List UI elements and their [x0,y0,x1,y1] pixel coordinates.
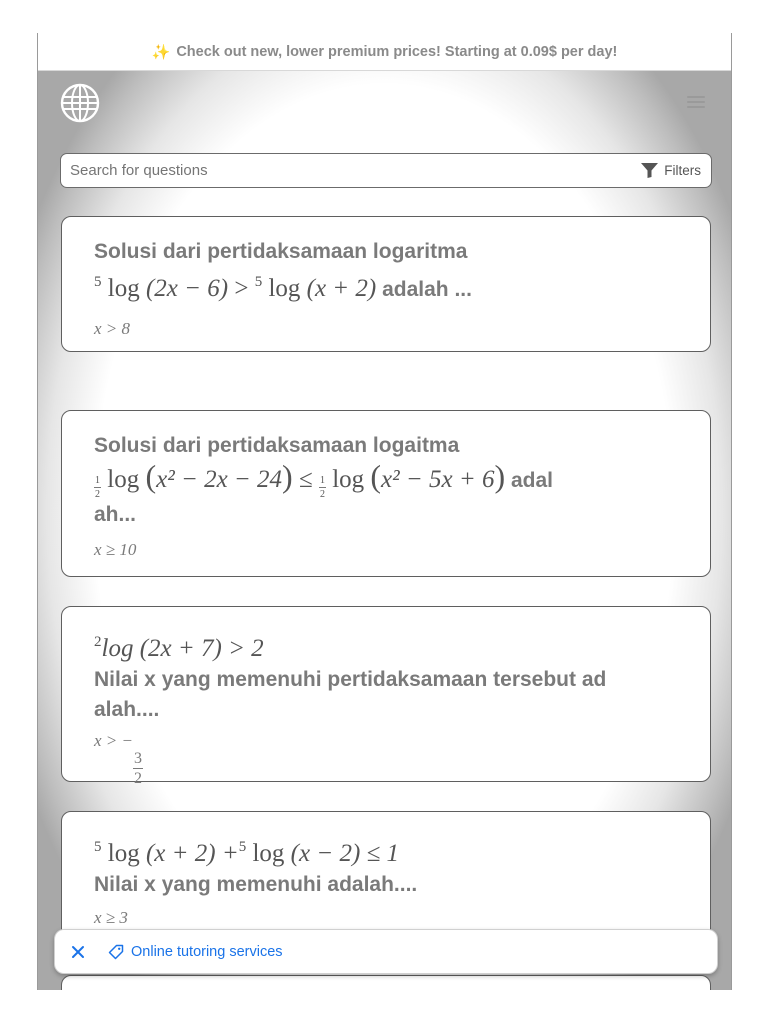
close-icon[interactable] [70,944,86,960]
question-text: Nilai x yang memenuhi pertidaksamaan tersebut ad [94,668,607,691]
question-statement: $^5$ log (2x − 6) > $^5$ log (x + 2) adalah ... [94,274,472,302]
question-text-cont: alah.... [94,698,160,721]
sparkle-icon: ✨ [151,43,171,61]
answer-preview: x ≥ 10 [94,540,137,559]
question-card[interactable] [61,975,711,990]
question-statement: $\frac{1}{2}$ log (x² − 2x − 24) ≤ $\frac{1}{2}$ log (x² − 5x + 6) adal [95,458,554,500]
filters-button[interactable] [641,154,701,187]
funnel-icon [641,163,658,178]
search-bar [60,153,712,188]
search-input[interactable] [61,154,601,187]
promo-banner[interactable] [38,33,731,71]
tutoring-link[interactable]: Online tutoring services [131,943,283,960]
question-statement: $^2$log (2x + 7) > 2 [94,634,264,662]
question-statement-cont: ah... [94,503,137,526]
tag-icon [108,944,124,960]
question-statement: $^5$ log (x + 2) +$^5$ log (x − 2) ≤ 1 [94,839,399,867]
question-text: Nilai x yang memenuhi adalah.... [94,873,418,896]
hamburger-menu-icon[interactable] [687,96,705,110]
question-title: Solusi dari pertidaksamaan logaitma [94,434,460,457]
question-card[interactable] [61,216,711,352]
answer-preview: x > − $\frac{3}{2}$ [94,731,142,787]
question-card[interactable] [61,606,711,787]
answer-preview: x ≥ 3 [94,908,128,927]
page-frame [37,33,732,990]
filters-label: Filters [664,163,701,178]
globe-icon[interactable] [60,83,100,123]
answer-preview: x > 8 [94,319,131,338]
question-card[interactable] [61,410,711,577]
question-title: Solusi dari pertidaksamaan logaritma [94,240,468,263]
tutoring-banner [54,929,718,974]
promo-text[interactable]: Check out new, lower premium prices! Starting at 0.09$ per day! [176,43,618,60]
